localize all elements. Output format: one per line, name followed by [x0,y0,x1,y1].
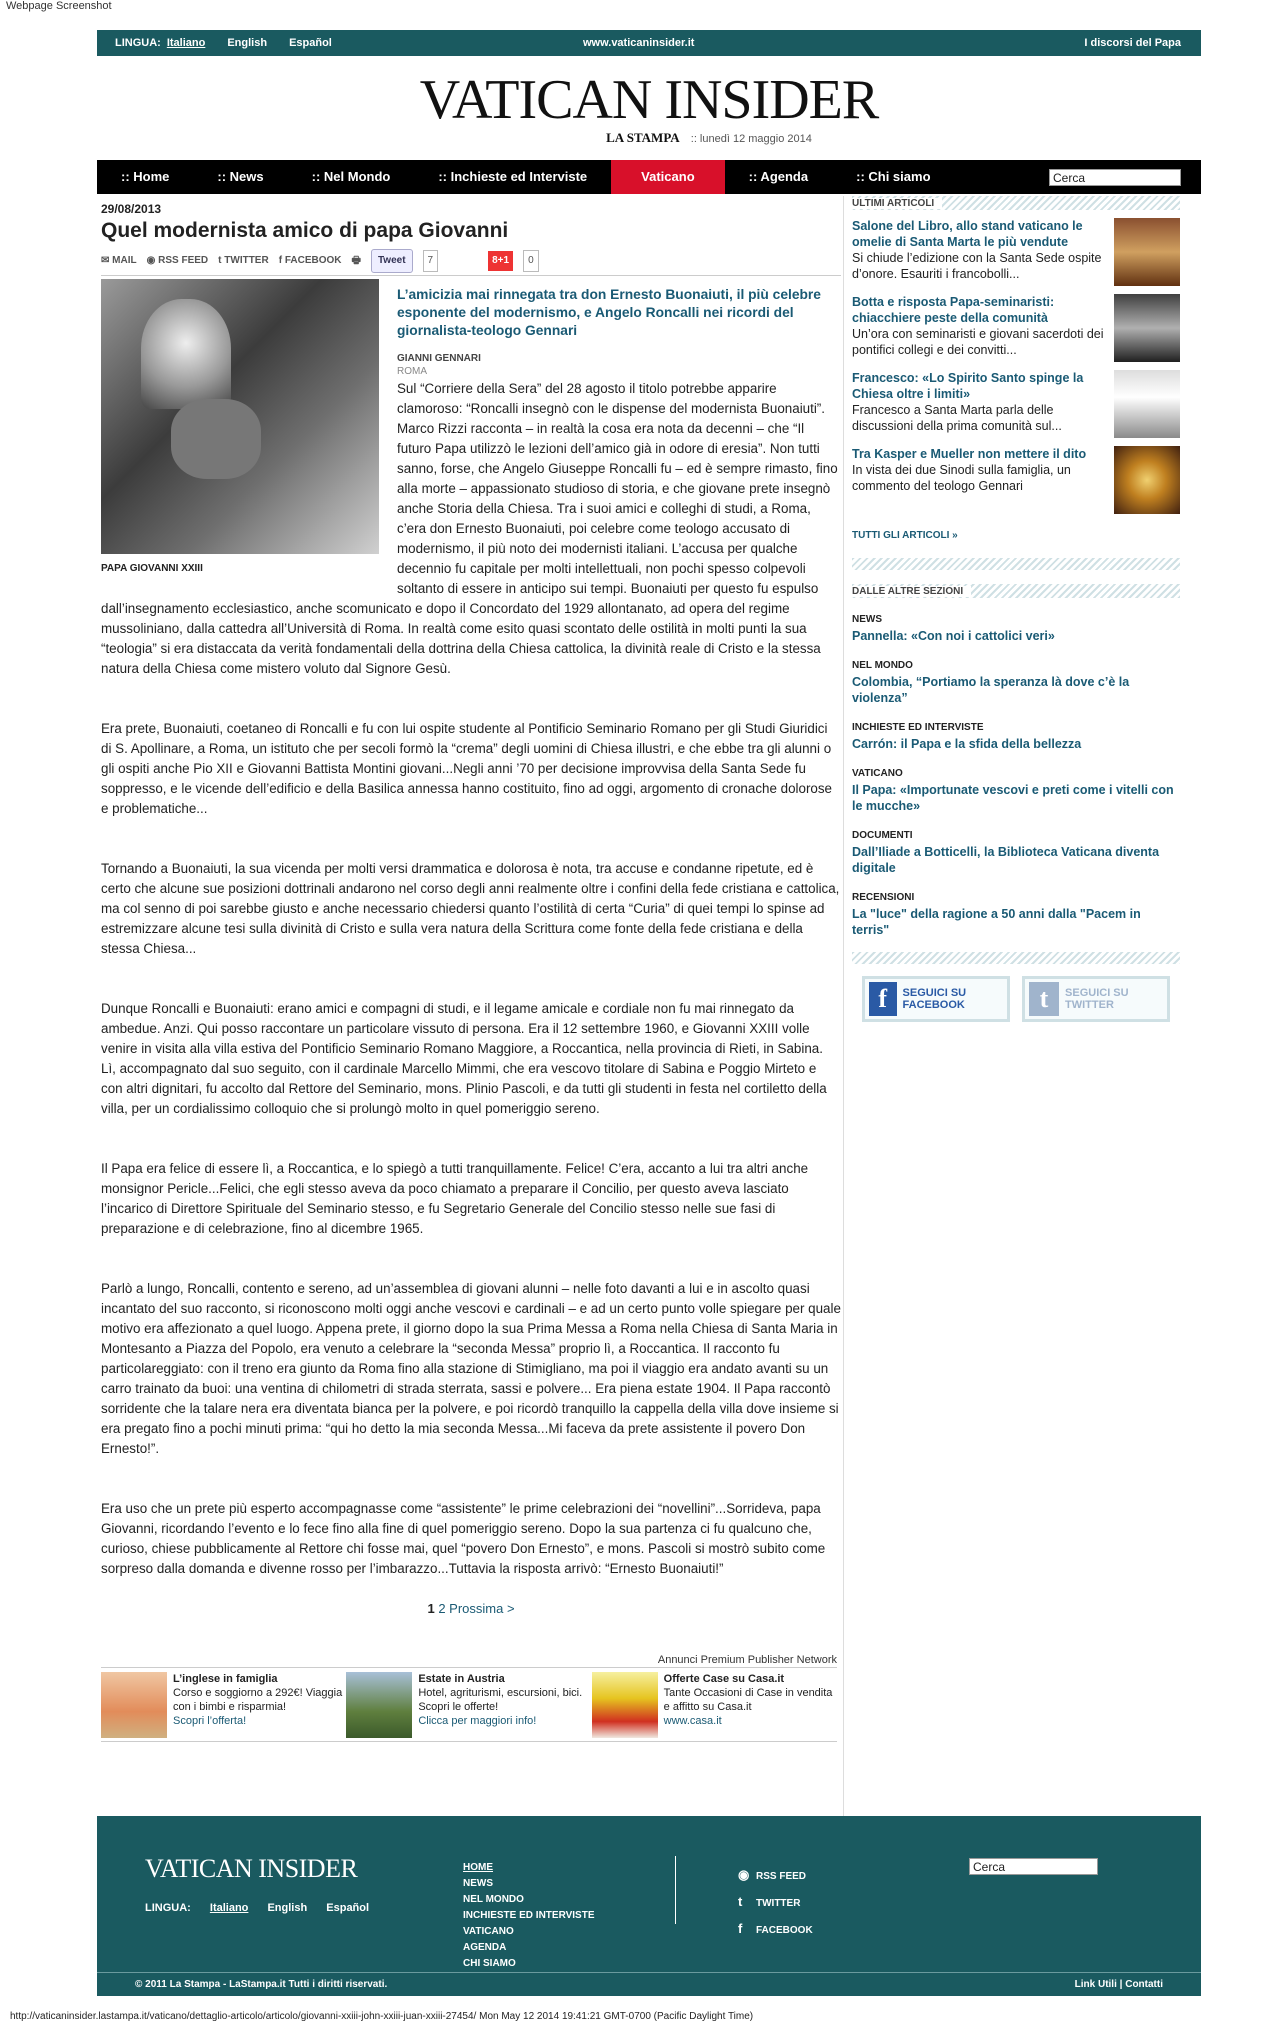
copyright: © 2011 La Stampa - LaStampa.it Tutti i diritti riservati. [135,1979,388,1990]
gplus-count: 0 [523,250,539,272]
search-input[interactable] [1049,169,1181,186]
section-article-link[interactable]: Dall’Iliade a Botticelli, la Biblioteca Vaticana diventa digitale [852,845,1160,875]
twitter-icon: t [738,1894,743,1909]
facebook-icon: f [738,1921,743,1936]
ad-title[interactable]: Estate in Austria [418,1673,505,1685]
lang-italiano-link[interactable]: Italiano [166,37,206,49]
twitter-label: TWITTER [224,255,269,266]
mail-share-button[interactable]: ✉ MAIL [101,255,137,266]
article-paragraph: Dunque Roncalli e Buonaiuti: erano amici e compagni di studi, e il legame amicale e cordiale non fu mai rinnegato da ambedue. Anzi. Qui posso raccontare un particolare vissuto di persona. Era il 12 settembre 1960, e Giovanni XXIII volle venire in visita alla villa estiva del Pontificio Seminario Romano Maggiore, a Roccantica, nella provincia di Rieti, in Sabina. Lì, accompagnato dal suo seguito, con il cardinale Marcello Mimmi, che era vescovo titolare di Sabina e Poggio Mirteto e con altri dignitari, fu accolto dal Rettore del Seminario, mons. Plinio Pascoli, e da tutti gli studenti in festa nel cortiletto della villa, per un cordialissimo colloquio che si prolungò molto in quel pomeriggio sereno. [101,1001,827,1116]
byline [397,352,841,378]
page-next-link[interactable]: 2 Prossima > [438,1601,515,1616]
logo-subline [217,130,1201,146]
sidebar-article-image[interactable] [1114,370,1180,438]
author-name: GIANNI GENNARI [397,353,481,364]
facebook-share-button[interactable]: f FACEBOOK [278,255,342,266]
sidebar-article [852,446,1180,514]
main-nav [97,160,1201,194]
print-icon[interactable]: 🖶 [351,255,361,266]
footer-link-home[interactable]: HOME [463,1862,493,1873]
section-label: RECENSIONI [852,892,915,903]
article-paragraph: dall’insegnamento ecclesiastico, anche scomunicato e dopo il Concordato del 1929 allontanato, ad opera del regime mussoliniano, dalla cattedra all’Università di Roma. In realtà come esito quasi scontato delle ostilità in molti punti la sua “teologia” si era distaccata da verità fondamentali della dottrina della Chiesa cattolica, la divinità reale di Cristo e la stessa natura della Chiesa come mistero voluto dal Signore Gesù. [101,601,821,676]
article-paragraph: Sul “Corriere della Sera” del 28 agosto il titolo potrebbe apparire clamoroso: “Roncalli insegnò con le dispense del modernista Buonaiuti”. Marco Rizzi racconta – in realtà la cosa era nota da decenni – che “Il futuro Papa utilizzò le lezioni dell’amico già in odore di eresia”. Non tutti sanno, forse, che Angelo Giuseppe Roncalli fu – ed è sempre rimasto, fino alla morte – appassionato studioso di storia, e che giovane prete insegnò anche Storia della Chiesa. Tra i suoi amici e colleghi di studi, a Roma, c’era don Ernesto Buonaiuti, poi celebre come teologo accusato di modernismo, il più noto dei modernisti italiani. L’accusa per qualche decennio fu capitale per molti intellettuali, non pochi spesso colpevoli soltanto di essere in anticipo sui tempi. Buonaiuti per questo fu espulso [397,381,838,596]
footer-social [738,1862,813,1943]
article-paragraph: Tornando a Buonaiuti, la sua vicenda per molti versi drammatica e dolorosa è nota, tra accuse e condanne ripetute, ed è certo che alcune sue posizioni dottrinali andarono nel corso degli anni realmente oltre i confini della fede cristiana e cattolica, ma col senno di poi sarebbe giusto e anche necessario chiedersi quanto l’ostilità di certa “Curia” di quei tempi lo spinse ad estremizzare alcune tesi sulla divinità di Cristo e sulla vera natura della Scrittura come fonte della fede cristiana e della stessa Chiesa... [101,861,840,956]
sidebar-article-summary: Si chiude l’edizione con la Santa Sede ospite d’onore. Esauriti i francobolli... [852,251,1102,281]
divider-band [852,952,1180,964]
ad-text: Corso e soggiorno a 292€! Viaggia con i bimbi e risparmia! [173,1687,343,1713]
ad-item[interactable] [346,1668,591,1741]
sidebar-article-summary: In vista dei due Sinodi sulla famiglia, un commento del teologo Gennari [852,463,1071,493]
footer-link-inchieste[interactable]: INCHIESTE ED INTERVISTE [463,1910,595,1921]
sidebar-article-summary: Francesco a Santa Marta parla delle discussioni della prima comunità sul... [852,403,1062,433]
rss-share-button[interactable]: ◉ RSS FEED [146,255,209,266]
footer-bottom-bar [97,1972,1201,1996]
section-article-link[interactable]: Il Papa: «Importunate vescovi e preti come i vitelli con le mucche» [852,783,1174,813]
section-article-link[interactable]: La "luce" della ragione a 50 anni dalla "Pacem in terris" [852,907,1141,937]
altre-sezioni-heading: DALLE ALTRE SEZIONI [852,586,971,597]
share-bar [101,251,841,271]
lang-english-link[interactable]: English [227,37,268,49]
twitter-icon: t [1029,982,1059,1016]
article-paragraph: Era uso che un prete più esperto accompagnasse come “assistente” le prime celebrazioni dei “novellini”...Sorrideva, papa Giovanni, ricordando l’evento e lo fece fino alla fine di quel pomeriggio sereno. Dopo la sua partenza ci fu qualcuno che, curioso, chiese pubblicamente al Rettore chi fosse mai, quel “povero Don Ernesto”, e mons. Pascoli si mostrò subito come sorpreso dalla domanda e divenne rosso per l’imbarazzo...Tuttavia la risposta arrivò: “Ernesto Buonaiuti!” [101,1501,826,1576]
follow-twitter-button[interactable] [1022,976,1170,1022]
article-paragraph: Era prete, Buonaiuti, coetaneo di Roncalli e fu con lui ospite studente al Pontificio Seminario Romano per gli Studi Giuridici di S. Apollinare, a Roma, un istituto che per secoli formò la “crema” degli uomini di Chiesa illustri, e che ebbe tra gli alunni o gli ospiti anche Pio XII e Giovanni Battista Montini giovani...Negli anni ’70 per decisione improvvisa della Santa Sede fu soppresso, e le vicende dell’edificio e della Basilica annessa hanno costituito, fino ad oggi, argomento di cronache dolorose e problematiche... [101,721,832,816]
section-label: NEWS [852,614,882,625]
sidebar [852,196,1180,1022]
other-sections [852,612,1180,938]
article-date: 29/08/2013 [101,202,162,216]
section-label: INCHIESTE ED INTERVISTE [852,722,984,733]
ads-strip [101,1667,837,1742]
sidebar-article [852,294,1180,362]
follow-twitter-label: SEGUICI SU TWITTER [1065,987,1129,1011]
ads-label[interactable]: Annunci Premium Publisher Network [657,1654,837,1666]
publisher-name: LA STAMPA [606,130,680,145]
footer-twitter-label: TWITTER [756,1898,801,1909]
facebook-icon: f [869,982,897,1016]
nav-vaticano[interactable]: Vaticano [611,160,724,194]
footer-lang-espanol[interactable]: Español [326,1902,370,1914]
ad-image[interactable] [346,1672,412,1738]
footer-link-nel-mondo[interactable]: NEL MONDO [463,1894,524,1905]
footer-link-news[interactable]: NEWS [463,1878,493,1889]
dateline-place: ROMA [397,366,427,377]
ad-link[interactable]: Scopri l’offerta! [173,1715,247,1727]
footer-lang-italiano[interactable]: Italiano [209,1902,249,1914]
language-label: LINGUA: [115,37,161,49]
top-bar [97,30,1201,56]
page-url-line: http://vaticaninsider.lastampa.it/vaticano/dettaglio-articolo/articolo/giovanni-xxiii-john-xxiii-juan-xxiii-27454/ Mon May 12 2014 19:41:21 GMT-0700 (Pacific Daylight Time) [10,2011,754,2022]
article-paragraph: Parlò a lungo, Roncalli, contento e sereno, ad un’assemblea di giovani alunni – nelle foto davanti a lui e in ascolto quasi incantato del suo racconto, si riconoscono molti oggi anche vescovi e cardinali – e ad un certo punto volle spiegare per quale motivo era affezionato a quel luogo. Appena prete, il giorno dopo la sua Prima Messa a Roma nella Chiesa di Santa Maria in Montesanto a Piazza del Popolo, era venuto a celebrare la “seconda Messa” proprio lì, a Roccantica. Il racconto fu particolareggiato: con il treno era giunto da Roma fino alla stazione di Stimigliano, ma poi il viaggio era andato avanti su un carro trainato da buoi: una ventina di chilometri di strada sterrata, sassi e polvere... Era piena estate 1904. Il Papa raccontò sorridente che la talare nera era diventata bianca per la polvere, e poi ricordò tranquillo la cappella della villa dove insieme si era pregato fino a pochi minuti prima: “qui ho detto la mia seconda Messa...Mi faceva da prete assistente il povero Don Ernesto!”. [101,1281,841,1456]
section-label: NEL MONDO [852,660,913,671]
footer-search-input[interactable] [969,1858,1098,1875]
gplus-button[interactable]: 8+1 [488,251,513,271]
sidebar-article-image[interactable] [1114,218,1180,286]
all-articles-link[interactable]: TUTTI GLI ARTICOLI » [852,530,958,541]
sidebar-article-title[interactable]: Tra Kasper e Mueller non mettere il dito [852,447,1087,461]
footer-languages [145,1902,385,1914]
article-photo [101,279,379,554]
ad-item[interactable] [592,1668,837,1741]
site-logo[interactable]: VATICAN INSIDER [419,69,879,131]
section-label: VATICANO [852,768,903,779]
article-figure [101,279,379,579]
rss-label: RSS FEED [158,255,209,266]
footer-link-agenda[interactable]: AGENDA [463,1942,507,1953]
ad-title[interactable]: L’inglese in famiglia [173,1673,278,1685]
section-heading [852,196,1180,210]
ad-text: Tante Occasioni di Case in vendita e affitto su Casa.it [663,1687,833,1713]
footer-twitter-link[interactable] [738,1889,813,1916]
twitter-share-button[interactable]: t TWITTER [218,255,269,266]
sidebar-article-image[interactable] [1114,294,1180,362]
footer-lang-english[interactable]: English [267,1902,308,1914]
ad-title[interactable]: Offerte Case su Casa.it [663,1673,785,1685]
sidebar-article-title[interactable]: Francesco: «Lo Spirito Santo spinge la Chiesa oltre i limiti» [852,371,1084,401]
footer-link-vaticano[interactable]: VATICANO [463,1926,514,1937]
footer-link-chi-siamo[interactable]: CHI SIAMO [463,1958,516,1969]
photo-caption: PAPA GIOVANNI XXIII [101,563,203,574]
article [101,199,841,1619]
discorsi-papa-link[interactable]: I discorsi del Papa [1084,37,1181,49]
article-title: Quel modernista amico di papa Giovanni [101,219,509,242]
follow-facebook-button[interactable] [862,976,1010,1022]
masthead [97,70,1201,150]
sidebar-article-title[interactable]: Botta e risposta Papa-seminaristi: chiacchiere peste della comunità [852,295,1055,325]
current-date: :: lunedì 12 maggio 2014 [690,133,812,145]
rss-icon: ◉ [738,1867,750,1882]
nav-home[interactable]: :: Home [121,169,170,184]
ad-text: Hotel, agriturismi, escursioni, bici. Scopri le offerte! [418,1687,583,1713]
mail-label: MAIL [112,255,137,266]
nav-inchieste[interactable]: :: Inchieste ed Interviste [438,169,588,184]
page-current: 1 [427,1601,435,1616]
sidebar-article-image[interactable] [1114,446,1180,514]
ad-link[interactable]: Clicca per maggiori info! [418,1715,537,1727]
lang-espanol-link[interactable]: Español [289,37,332,49]
nav-nel-mondo[interactable]: :: Nel Mondo [311,169,391,184]
section-article-link[interactable]: Pannella: «Con noi i cattolici veri» [852,629,1055,643]
footer-rss-link[interactable] [738,1862,813,1889]
article-lead: L’amicizia mai rinnegata tra don Ernesto Buonaiuti, il più celebre esponente del modernismo, e Angelo Roncalli nei ricordi del giornalista-teologo Gennari [397,287,821,338]
footer-facebook-label: FACEBOOK [756,1925,813,1936]
nav-chi-siamo[interactable]: :: Chi siamo [856,169,931,184]
ad-item[interactable] [101,1668,346,1741]
footer-language-label: LINGUA: [145,1902,191,1914]
section-article-link[interactable]: Carrón: il Papa e la sfida della bellezza [852,737,1082,751]
footer [97,1816,1201,1996]
nav-agenda[interactable]: :: Agenda [748,169,809,184]
column-divider [843,196,844,1816]
site-url-link[interactable]: www.vaticaninsider.it [583,37,695,49]
screenshot-label: Webpage Screenshot [6,0,112,12]
ad-image[interactable] [101,1672,167,1738]
footer-utility-links[interactable]: Link Utili | Contatti [1074,1979,1163,1990]
facebook-label: FACEBOOK [284,255,342,266]
follow-facebook-label: SEGUICI SU FACEBOOK [902,987,967,1011]
article-paragraph: Il Papa era felice di essere lì, a Roccantica, e lo spiegò a tutti tranquillamente. Felice! C’era, accanto a lui tra altri anche monsignor Pericle...Felici, che egli stesso aveva da poco chiamato a preparare il Concilio, per questo aveva lasciato l’incarico di Direttore Spirituale del Seminario stesso, e fu Segretario Generale del Concilio stesso nelle sue fasi di preparazione e di celebrazione, fino al dicembre 1965. [101,1161,809,1236]
section-label: DOCUMENTI [852,830,913,841]
pagination [101,1599,841,1619]
divider-band [852,558,1180,570]
ultimi-heading: ULTIMI ARTICOLI [852,198,942,209]
sidebar-article [852,370,1180,438]
ad-image[interactable] [592,1672,658,1738]
social-follow [852,976,1180,1022]
footer-divider [675,1856,676,1924]
sidebar-article [852,218,1180,286]
footer-nav [463,1860,595,1972]
tweet-button[interactable]: Tweet [371,249,413,273]
nav-news[interactable]: :: News [217,169,264,184]
footer-facebook-link[interactable] [738,1916,813,1943]
sidebar-article-summary: Un’ora con seminaristi e giovani sacerdoti dei pontifici collegi e dei convitti... [852,327,1104,357]
footer-logo[interactable]: VATICAN INSIDER [145,1854,358,1883]
ad-link[interactable]: www.casa.it [663,1715,722,1727]
sidebar-article-title[interactable]: Salone del Libro, allo stand vaticano le omelie di Santa Marta le più vendute [852,219,1083,249]
footer-rss-label: RSS FEED [756,1871,807,1882]
section-heading [852,584,1180,598]
tweet-count: 7 [423,250,439,272]
section-article-link[interactable]: Colombia, “Portiamo la speranza là dove c’è la violenza” [852,675,1130,705]
